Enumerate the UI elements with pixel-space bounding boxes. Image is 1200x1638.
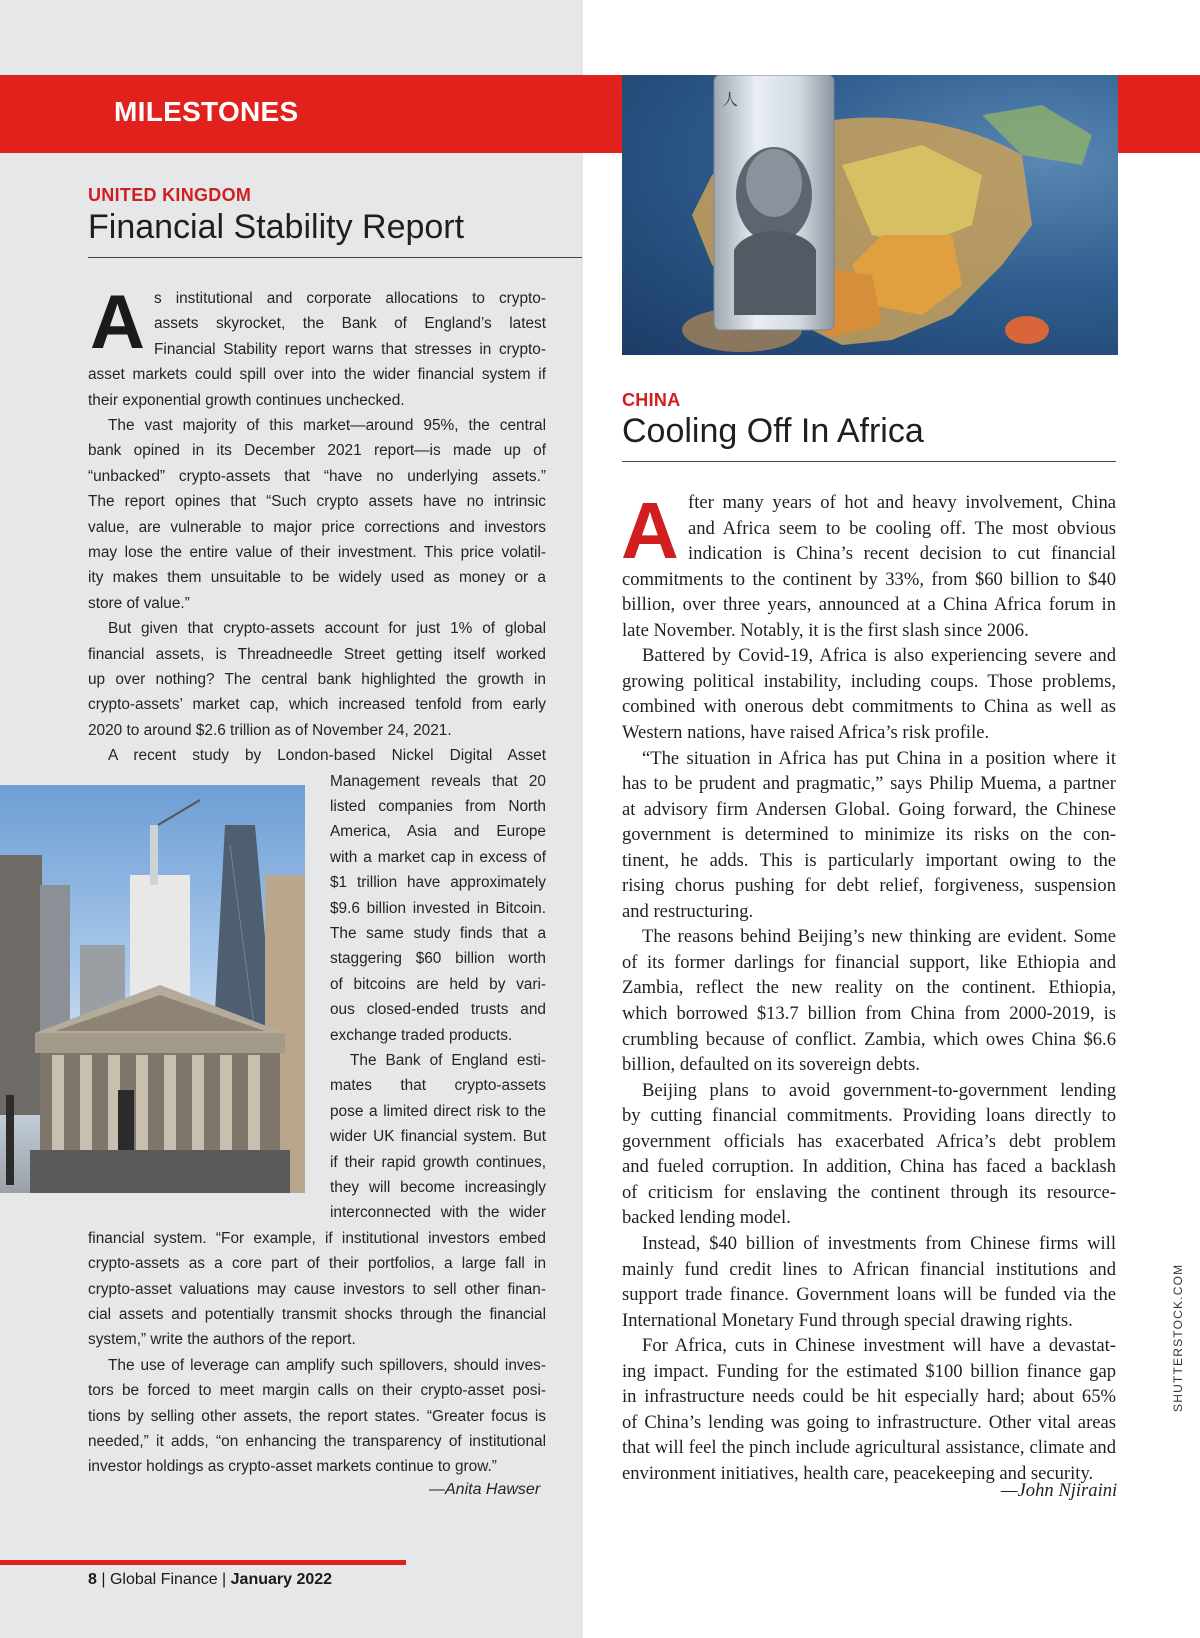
- left-article-title: Financial Stability Report: [88, 208, 465, 246]
- right-article-line: has to be prudent and pragmatic,” says Philip Muema, a partner: [622, 773, 1116, 795]
- right-article-line: in infrastructure needs could be hit especially hard; about 65%: [622, 1386, 1116, 1408]
- right-article-line: indication is China’s recent decision to cut financial: [688, 543, 1116, 565]
- right-article-line: For Africa, cuts in Chinese investment will have a devastat-: [642, 1335, 1116, 1357]
- right-article-line: which borrowed $13.7 billion from China from 2000-2019, is: [622, 1003, 1116, 1024]
- left-article-line: The same study finds that a: [330, 925, 546, 942]
- left-article-line: ous closed-ended trusts and: [330, 1001, 546, 1019]
- photo-royal-exchange-london: [0, 785, 305, 1193]
- right-article-line: and restructuring.: [622, 900, 754, 922]
- right-article-line: and Africa seem to be cooling off. The most obvious: [688, 517, 1116, 539]
- right-article-line: late November. Notably, it is the first slash since 2006.: [622, 619, 1029, 641]
- right-article-line: of its former darlings for financial support, like Ethiopia and: [622, 951, 1116, 973]
- right-article-line: billion, defaulted on its sovereign debts.: [622, 1054, 920, 1076]
- publication-name: Global Finance: [109, 1571, 218, 1588]
- photo-yuan-banknote-on-africa-map: [622, 75, 1118, 355]
- right-article-line: government officials has exacerbated Africa’s debt problem: [622, 1130, 1116, 1152]
- footer-separator: |: [101, 1571, 106, 1588]
- right-article-line: of criticism for enslaving the continent through its resource-: [622, 1181, 1116, 1203]
- left-article-line: pose a limited direct risk to the: [330, 1102, 546, 1120]
- left-article-line: may lose the entire value of their investment. This price volatil-: [88, 544, 546, 561]
- right-article-dropcap: A: [621, 486, 679, 575]
- right-article-line: The reasons behind Beijing’s new thinking are evident. Some: [642, 926, 1116, 948]
- left-article-line: Financial Stability report warns that stresses in crypto-: [154, 340, 546, 358]
- left-article-line: assets skyrocket, the Bank of England’s latest: [154, 315, 546, 333]
- right-title-rule: [622, 461, 1116, 462]
- left-article-line: The vast majority of this market—around 95%, the central: [108, 417, 546, 434]
- section-label: MILESTONES: [114, 96, 299, 127]
- right-article-line: Instead, $40 billion of investments from Chinese firms will: [642, 1232, 1116, 1254]
- left-article-line: crypto-assets as a core part of their portfolios, a large fall in: [88, 1255, 546, 1273]
- left-article-line: with a market cap in excess of: [330, 848, 546, 866]
- right-article-line: Zambia, reflect the new reality on the continent. Ethiopia,: [622, 977, 1116, 999]
- left-article-line: tors be forced to meet margin calls on their crypto-asset posi-: [88, 1382, 546, 1400]
- right-article-line: combined with onerous debt commitments to China as well as: [622, 696, 1116, 718]
- right-article-line: backed lending model.: [622, 1207, 791, 1229]
- left-article-line: crypto-asset valuations may cause investors to sell other finan-: [88, 1280, 546, 1298]
- left-article-line: listed companies from North: [330, 798, 546, 815]
- right-article-line: billion, over three years, announced at a China Africa forum in: [622, 594, 1116, 616]
- right-article-line: of China’s lending was going to infrastructure. Other vital areas: [622, 1411, 1116, 1433]
- page-footer: [88, 1571, 332, 1589]
- left-article-line: value, are vulnerable to major price corrections and investors: [88, 518, 546, 536]
- right-article-line: fter many years of hot and heavy involvement, China: [688, 492, 1116, 513]
- right-article-line: that will feel the pinch include agricultural assistance, climate and: [622, 1437, 1116, 1459]
- right-article-line: ing impact. Funding for the estimated $100 billion finance gap: [622, 1360, 1116, 1382]
- issue-date: January 2022: [230, 1571, 333, 1588]
- left-article-line: of bitcoins are held by vari-: [330, 975, 546, 993]
- left-article-line: tions by selling other assets, the report states. “Greater focus is: [88, 1407, 546, 1425]
- right-article-line: crumbling because of conflict. Zambia, which owes China $6.6: [622, 1028, 1116, 1050]
- left-article-line: wider UK financial system. But: [330, 1128, 546, 1146]
- left-article-line: their exponential growth continues unchecked.: [88, 391, 405, 409]
- right-article-line: at advisory firm Andersen Global. Going forward, the Chinese: [622, 798, 1116, 820]
- right-article-line: Western nations, have raised Africa’s risk profile.: [622, 721, 990, 743]
- right-article-line: Beijing plans to avoid government-to-government lending: [642, 1079, 1116, 1101]
- left-article-line: $9.6 billion invested in Bitcoin.: [330, 899, 546, 917]
- left-article-line: if their rapid growth continues,: [330, 1153, 546, 1171]
- left-article-line: But given that crypto-assets account for just 1% of global: [108, 620, 546, 638]
- right-article-line: environment initiatives, health care, peacekeeping and security.: [622, 1462, 1094, 1484]
- left-article-line: cial assets and potentially transmit shocks through the financial: [88, 1306, 546, 1323]
- right-article-line: mainly fund credit lines to African financial institutions and: [622, 1258, 1116, 1280]
- right-article-line: government is determined to minimize its risks on the con-: [622, 824, 1116, 846]
- svg-text:人: 人: [722, 90, 739, 109]
- footer-rule: [0, 1560, 406, 1565]
- right-article-line: rising chorus pushing for debt relief, forgiveness, suspension: [622, 875, 1116, 897]
- photo-credit: SHUTTERSTOCK.COM: [1171, 1263, 1185, 1412]
- left-article-line: up over nothing? The central bank highlighted the growth in: [88, 671, 546, 688]
- left-article-line: ity makes them unsuitable to be widely used as money or a: [88, 569, 546, 587]
- left-article-line: “unbacked” crypto-assets that “have no underlying assets.”: [88, 467, 546, 485]
- right-article-line: Battered by Covid-19, Africa is also experiencing severe and: [642, 645, 1116, 667]
- right-article-line: “The situation in Africa has put China in a position where it: [642, 747, 1116, 769]
- left-article-line: s institutional and corporate allocations to crypto-: [154, 290, 546, 307]
- page-number: 8: [88, 1571, 97, 1588]
- left-article-line: system,” write the authors of the report.: [88, 1331, 356, 1349]
- right-article-kicker: CHINA: [622, 390, 681, 410]
- right-article-byline: —John Njiraini: [1001, 1480, 1118, 1501]
- left-article-kicker: UNITED KINGDOM: [88, 185, 252, 205]
- right-article-line: International Monetary Fund through special drawing rights.: [622, 1309, 1073, 1331]
- left-article-dropcap: A: [90, 280, 145, 365]
- left-article-line: needed,” it adds, “on enhancing the transparency of institutional: [88, 1433, 546, 1450]
- right-article-line: by cutting financial commitments. Providing loans directly to: [622, 1105, 1116, 1127]
- left-article-line: interconnected with the wider: [330, 1204, 546, 1222]
- left-article-byline: —Anita Hawser: [429, 1481, 541, 1498]
- footer-separator: |: [222, 1571, 227, 1588]
- left-article-line: asset markets could spill over into the wider financial system if: [88, 366, 546, 384]
- left-article-line: The Bank of England esti-: [350, 1052, 546, 1069]
- left-article-line: financial assets, is Threadneedle Street getting itself worked: [88, 645, 546, 663]
- left-article-line: America, Asia and Europe: [330, 823, 546, 841]
- right-article-line: tinent, he adds. This is particularly important owing to the: [622, 849, 1116, 871]
- left-article-line: exchange traded products.: [330, 1026, 513, 1044]
- right-article-line: growing political instability, including coups. Those problems,: [622, 670, 1116, 692]
- left-article-line: investor holdings as crypto-asset markets continue to grow.”: [88, 1458, 497, 1476]
- left-article-line: they will become increasingly: [330, 1179, 546, 1196]
- left-article-line: crypto-assets’ market cap, which increased tenfold from early: [88, 696, 546, 714]
- left-article-line: mates that crypto-assets: [330, 1077, 546, 1095]
- left-article-line: bank opined in its December 2021 report—is made up of: [88, 442, 546, 460]
- left-article-line: The use of leverage can amplify such spillovers, should inves-: [108, 1356, 546, 1374]
- right-article-line: and fueled corruption. In addition, China has faced a backlash: [622, 1156, 1116, 1178]
- right-article-title: Cooling Off In Africa: [622, 412, 924, 450]
- left-article-line: Management reveals that 20: [330, 772, 546, 790]
- left-title-rule: [88, 257, 582, 258]
- left-article-line: financial system. “For example, if institutional investors embed: [88, 1229, 546, 1247]
- left-article-line: A recent study by London-based Nickel Digital Asset: [108, 747, 546, 765]
- right-article-line: commitments to the continent by 33%, from $60 billion to $40: [622, 568, 1116, 590]
- left-article-line: $1 trillion have approximately: [330, 874, 546, 892]
- right-article-line: support trade finance. Government loans will be funded via the: [622, 1284, 1116, 1306]
- left-article-line: 2020 to around $2.6 trillion as of November 24, 2021.: [88, 721, 452, 739]
- left-article-line: The report opines that “Such crypto assets have no intrinsic: [88, 493, 546, 511]
- left-article-line: store of value.”: [88, 594, 190, 612]
- left-article-line: staggering $60 billion worth: [330, 950, 546, 968]
